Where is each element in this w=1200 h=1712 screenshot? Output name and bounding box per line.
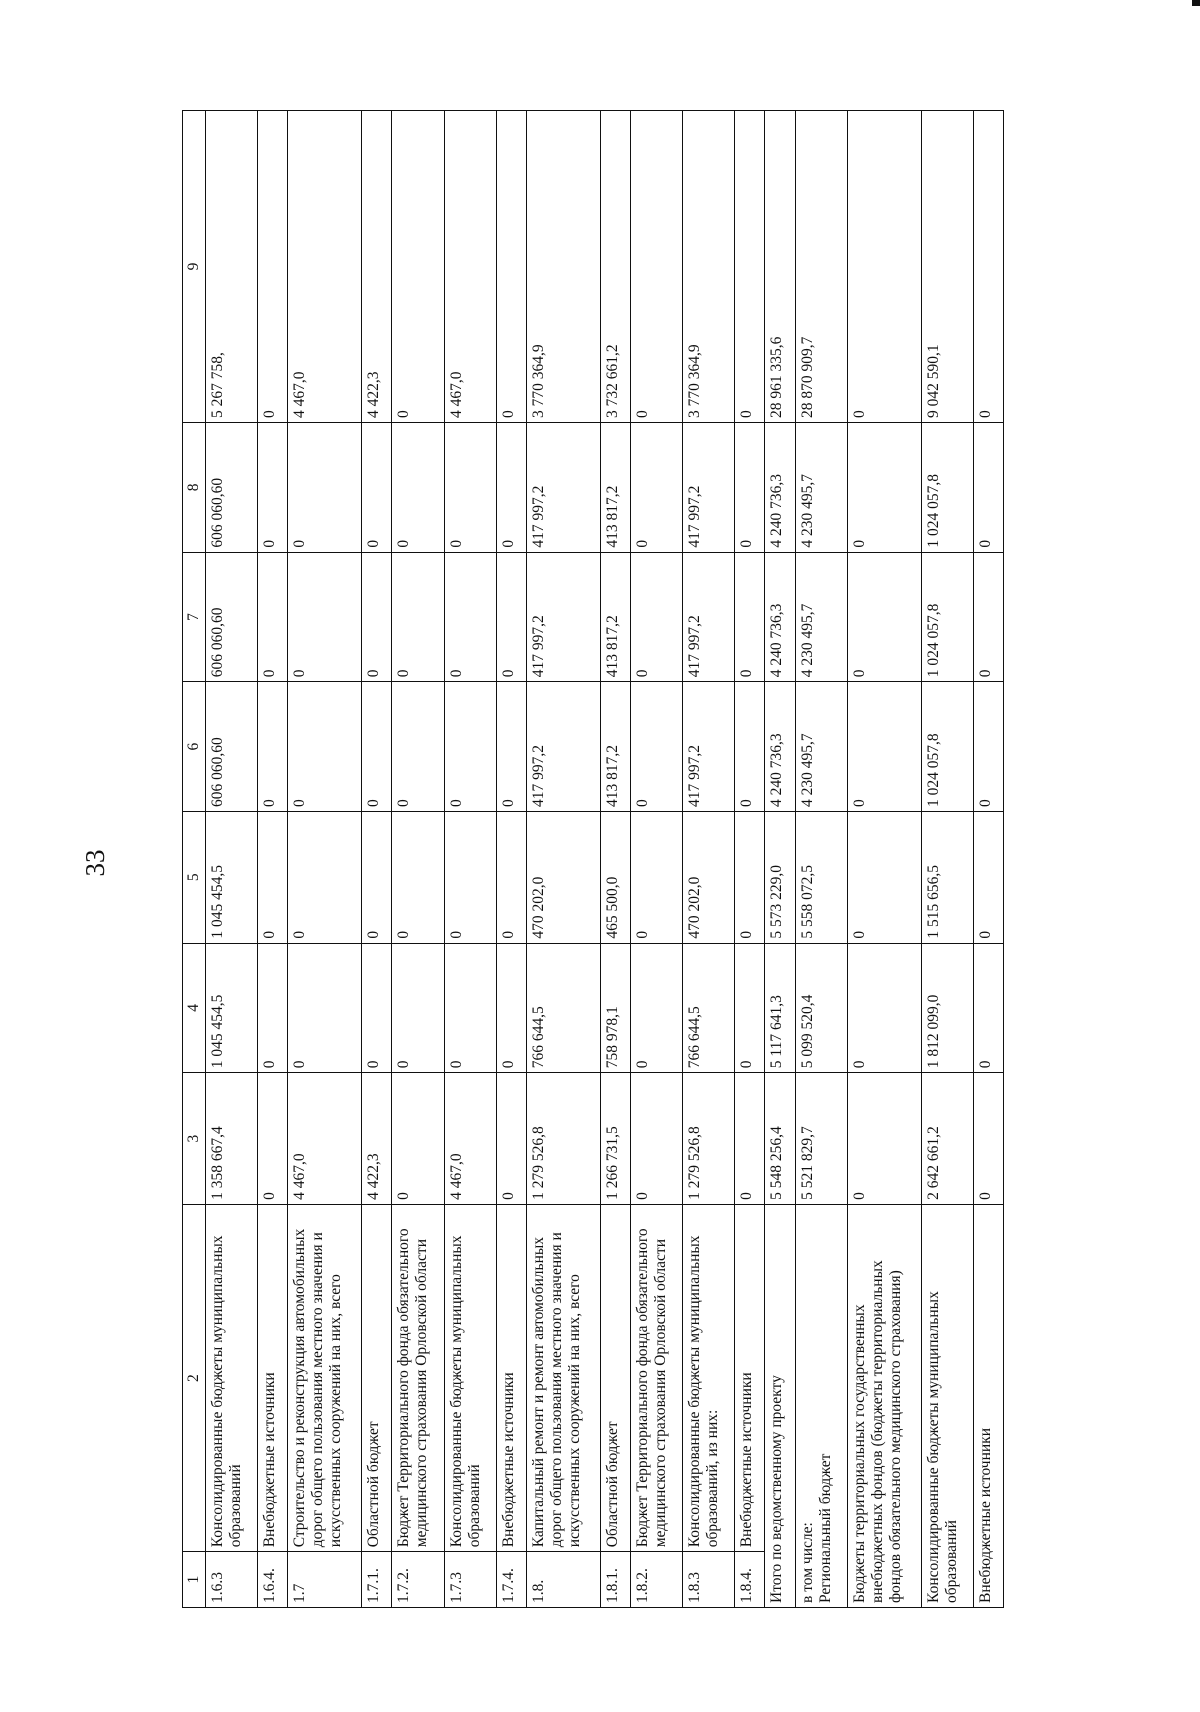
- value-cell: 0: [973, 111, 1003, 423]
- row-name: Консолидированные бюджеты муниципальных образований: [206, 1204, 258, 1551]
- value-cell: 417 997,2: [526, 682, 600, 812]
- column-header: 6: [183, 682, 206, 812]
- row-name: Бюджет Территориального фонда обязательного медицинского страхования Орловской области: [392, 1204, 444, 1551]
- value-cell: 0: [735, 423, 765, 553]
- value-cell: 465 500,0: [600, 811, 630, 943]
- value-cell: 0: [362, 943, 392, 1073]
- column-header: 2: [183, 1204, 206, 1551]
- value-cell: 417 997,2: [683, 682, 735, 812]
- table-row: [921, 111, 973, 1608]
- table-row: [795, 111, 847, 1608]
- column-header: 5: [183, 811, 206, 943]
- value-cell: 0: [362, 682, 392, 812]
- value-cell: 758 978,1: [600, 943, 630, 1073]
- value-cell: 1 024 057,8: [921, 423, 973, 553]
- value-cell: 0: [630, 423, 682, 553]
- value-cell: 0: [630, 682, 682, 812]
- value-cell: 0: [258, 552, 288, 682]
- value-cell: 5 521 829,7: [795, 1073, 847, 1205]
- value-cell: 3 770 364,9: [526, 111, 600, 423]
- value-cell: 0: [258, 423, 288, 553]
- column-header: 4: [183, 943, 206, 1073]
- value-cell: 0: [630, 811, 682, 943]
- value-cell: 606 060,60: [206, 682, 258, 812]
- column-header: 7: [183, 552, 206, 682]
- row-code: 1.8.1.: [600, 1552, 630, 1608]
- column-header: 8: [183, 423, 206, 553]
- table-header-row: [183, 111, 206, 1608]
- table-row: [847, 111, 921, 1608]
- value-cell: 1 024 057,8: [921, 682, 973, 812]
- table-row: [206, 111, 258, 1608]
- value-cell: 0: [288, 811, 362, 943]
- table-row: [362, 111, 392, 1608]
- rotated-table-container: [182, 110, 1004, 1608]
- table-row: [600, 111, 630, 1608]
- row-name: Итого по ведомственному проекту: [765, 1204, 795, 1607]
- value-cell: 0: [630, 552, 682, 682]
- value-cell: 417 997,2: [526, 552, 600, 682]
- value-cell: 5 558 072,5: [795, 811, 847, 943]
- value-cell: 0: [630, 1073, 682, 1205]
- value-cell: 0: [847, 943, 921, 1073]
- value-cell: 0: [362, 811, 392, 943]
- table-row: [973, 111, 1003, 1608]
- value-cell: 417 997,2: [526, 423, 600, 553]
- value-cell: 3 770 364,9: [683, 111, 735, 423]
- value-cell: 9 042 590,1: [921, 111, 973, 423]
- value-cell: 4 467,0: [288, 111, 362, 423]
- value-cell: 5 548 256,4: [765, 1073, 795, 1205]
- row-code: 1.7.1.: [362, 1552, 392, 1608]
- value-cell: 766 644,5: [526, 943, 600, 1073]
- value-cell: 2 642 661,2: [921, 1073, 973, 1205]
- value-cell: 0: [392, 811, 444, 943]
- value-cell: 28 961 335,6: [765, 111, 795, 423]
- value-cell: 4 422,3: [362, 1073, 392, 1205]
- value-cell: 0: [392, 682, 444, 812]
- table-row: [735, 111, 765, 1608]
- value-cell: 0: [847, 423, 921, 553]
- table-row: [392, 111, 444, 1608]
- value-cell: 4 422,3: [362, 111, 392, 423]
- value-cell: 0: [496, 943, 526, 1073]
- value-cell: 0: [496, 552, 526, 682]
- table-body: [206, 111, 1004, 1608]
- row-code: 1.7.4.: [496, 1552, 526, 1608]
- value-cell: 0: [847, 111, 921, 423]
- value-cell: 0: [392, 423, 444, 553]
- value-cell: 0: [288, 423, 362, 553]
- page-number: 33: [80, 849, 110, 877]
- row-name: Внебюджетные источники: [258, 1204, 288, 1551]
- value-cell: 413 817,2: [600, 423, 630, 553]
- value-cell: 0: [973, 1073, 1003, 1205]
- value-cell: 0: [735, 1073, 765, 1205]
- table-row: [683, 111, 735, 1608]
- value-cell: 1 024 057,8: [921, 552, 973, 682]
- value-cell: 0: [444, 811, 496, 943]
- value-cell: 0: [735, 943, 765, 1073]
- value-cell: 4 240 736,3: [765, 682, 795, 812]
- value-cell: 0: [973, 943, 1003, 1073]
- value-cell: 0: [288, 682, 362, 812]
- value-cell: 1 279 526,8: [683, 1073, 735, 1205]
- value-cell: 413 817,2: [600, 682, 630, 812]
- row-code: 1.7.3: [444, 1552, 496, 1608]
- row-code: 1.8.2.: [630, 1552, 682, 1608]
- row-name: Консолидированные бюджеты муниципальных образований: [444, 1204, 496, 1551]
- value-cell: 3 732 661,2: [600, 111, 630, 423]
- value-cell: 0: [444, 682, 496, 812]
- column-header: 9: [183, 111, 206, 423]
- table-row: [288, 111, 362, 1608]
- value-cell: 0: [496, 111, 526, 423]
- row-name: Консолидированные бюджеты муниципальных образований, из них:: [683, 1204, 735, 1551]
- value-cell: 0: [392, 111, 444, 423]
- row-name: Областной бюджет: [600, 1204, 630, 1551]
- value-cell: 1 279 526,8: [526, 1073, 600, 1205]
- value-cell: 0: [392, 943, 444, 1073]
- value-cell: 4 467,0: [288, 1073, 362, 1205]
- row-name: Внебюджетные источники: [973, 1204, 1003, 1607]
- value-cell: 1 812 099,0: [921, 943, 973, 1073]
- table-row: [526, 111, 600, 1608]
- value-cell: 4 240 736,3: [765, 423, 795, 553]
- value-cell: 0: [258, 111, 288, 423]
- value-cell: 0: [444, 552, 496, 682]
- row-name: Капитальный ремонт и ремонт автомобильных дорог общего пользования местного значения и искусственных сооружений на них, всего: [526, 1204, 600, 1551]
- value-cell: 1 266 731,5: [600, 1073, 630, 1205]
- value-cell: 0: [288, 552, 362, 682]
- value-cell: 0: [258, 682, 288, 812]
- value-cell: 0: [362, 552, 392, 682]
- value-cell: 4 230 495,7: [795, 552, 847, 682]
- value-cell: 0: [973, 552, 1003, 682]
- value-cell: 0: [496, 682, 526, 812]
- value-cell: 606 060,60: [206, 423, 258, 553]
- value-cell: 5 099 520,4: [795, 943, 847, 1073]
- value-cell: 417 997,2: [683, 423, 735, 553]
- table-row: [630, 111, 682, 1608]
- budget-table: [182, 110, 1004, 1608]
- value-cell: 0: [735, 111, 765, 423]
- column-header: 1: [183, 1552, 206, 1608]
- value-cell: 0: [847, 682, 921, 812]
- value-cell: 0: [496, 423, 526, 553]
- value-cell: 417 997,2: [683, 552, 735, 682]
- row-name: Внебюджетные источники: [735, 1204, 765, 1551]
- value-cell: 0: [630, 943, 682, 1073]
- value-cell: 0: [630, 111, 682, 423]
- value-cell: 0: [258, 1073, 288, 1205]
- value-cell: 0: [496, 1073, 526, 1205]
- value-cell: 413 817,2: [600, 552, 630, 682]
- value-cell: 0: [847, 811, 921, 943]
- value-cell: 1 358 667,4: [206, 1073, 258, 1205]
- value-cell: 766 644,5: [683, 943, 735, 1073]
- row-name: в том числе: Региональный бюджет: [795, 1204, 847, 1607]
- value-cell: 5 117 641,3: [765, 943, 795, 1073]
- value-cell: 470 202,0: [683, 811, 735, 943]
- value-cell: 470 202,0: [526, 811, 600, 943]
- table-row: [496, 111, 526, 1608]
- table-row: [765, 111, 795, 1608]
- row-name: Консолидированные бюджеты муниципальных образований: [921, 1204, 973, 1607]
- row-code: 1.7: [288, 1552, 362, 1608]
- value-cell: 4 230 495,7: [795, 682, 847, 812]
- value-cell: 0: [392, 1073, 444, 1205]
- value-cell: 4 240 736,3: [765, 552, 795, 682]
- value-cell: 5 267 758,: [206, 111, 258, 423]
- value-cell: 5 573 229,0: [765, 811, 795, 943]
- value-cell: 0: [735, 811, 765, 943]
- value-cell: 0: [735, 682, 765, 812]
- value-cell: 1 045 454,5: [206, 811, 258, 943]
- column-header: 3: [183, 1073, 206, 1205]
- value-cell: 0: [973, 423, 1003, 553]
- row-code: 1.8.: [526, 1552, 600, 1608]
- row-code: 1.6.4.: [258, 1552, 288, 1608]
- scan-corner-mark: [1192, 0, 1200, 6]
- value-cell: 0: [258, 943, 288, 1073]
- value-cell: 0: [392, 552, 444, 682]
- row-name: Областной бюджет: [362, 1204, 392, 1551]
- row-name: Бюджет Территориального фонда обязательного медицинского страхования Орловской области: [630, 1204, 682, 1551]
- value-cell: 0: [258, 811, 288, 943]
- row-name: Строительство и реконструкция автомобильных дорог общего пользования местного значения и искусственных сооружений на них, всего: [288, 1204, 362, 1551]
- value-cell: 0: [288, 943, 362, 1073]
- value-cell: 1 515 656,5: [921, 811, 973, 943]
- value-cell: 0: [362, 423, 392, 553]
- row-code: 1.7.2.: [392, 1552, 444, 1608]
- value-cell: 0: [973, 682, 1003, 812]
- value-cell: 0: [735, 552, 765, 682]
- value-cell: 0: [444, 423, 496, 553]
- value-cell: 4 230 495,7: [795, 423, 847, 553]
- table-row: [258, 111, 288, 1608]
- value-cell: 606 060,60: [206, 552, 258, 682]
- table-row: [444, 111, 496, 1608]
- value-cell: 0: [973, 811, 1003, 943]
- row-code: 1.8.4.: [735, 1552, 765, 1608]
- row-code: 1.6.3: [206, 1552, 258, 1608]
- value-cell: 0: [496, 811, 526, 943]
- value-cell: 0: [847, 552, 921, 682]
- value-cell: 4 467,0: [444, 111, 496, 423]
- value-cell: 28 870 909,7: [795, 111, 847, 423]
- row-name: Внебюджетные источники: [496, 1204, 526, 1551]
- row-name: Бюджеты территориальных государственных внебюджетных фондов (бюджеты территориальных фондов обязательного медицинского страхования): [847, 1204, 921, 1607]
- value-cell: 4 467,0: [444, 1073, 496, 1205]
- row-code: 1.8.3: [683, 1552, 735, 1608]
- value-cell: 0: [847, 1073, 921, 1205]
- value-cell: 0: [444, 943, 496, 1073]
- value-cell: 1 045 454,5: [206, 943, 258, 1073]
